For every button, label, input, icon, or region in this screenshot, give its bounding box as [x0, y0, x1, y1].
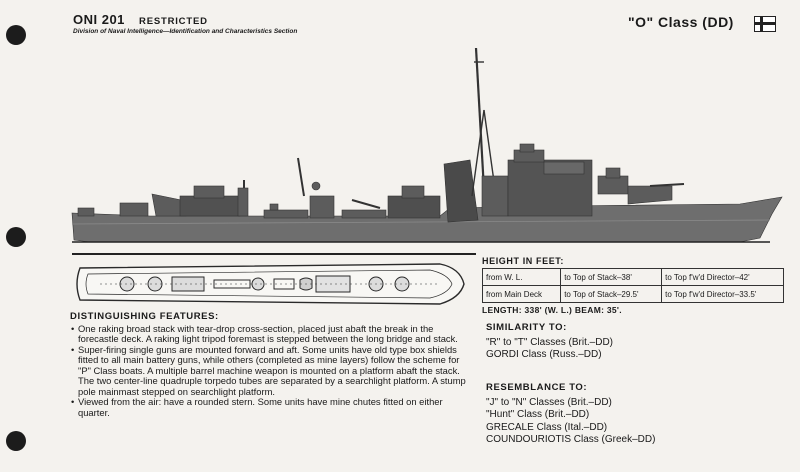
table-row	[483, 269, 784, 286]
height-table-title: HEIGHT IN FEET:	[482, 256, 565, 266]
table-row	[483, 286, 784, 303]
height-table	[482, 268, 784, 303]
ship-profile-view	[72, 48, 782, 242]
features-title: DISTINGUISHING FEATURES:	[70, 311, 219, 322]
doc-id-label: ONI 201	[73, 12, 125, 27]
list-item: "J" to "N" Classes (Brit.–DD)	[486, 396, 612, 408]
list-item: COUNDOURIOTIS Class (Greek–DD)	[486, 434, 656, 445]
table-cell: from W. L.	[483, 269, 561, 286]
table-cell: to Top of Stack–29.5'	[561, 286, 662, 303]
table-cell: from Main Deck	[483, 286, 561, 303]
list-item: • Super-firing single guns are mounted forward and aft. Some units have old type box shields fitted to all main battery guns, while others (completed as mine layers) follow the scheme for "P" Class boats. A multiple barrel machine weapon is mounted on a platform abaft the stack. The two center-line quadruple torpedo tubes are separated by a searchlight platform. A stump pole mainmast stepped on searchlight platform.	[78, 345, 470, 398]
ship-plan-view	[72, 254, 476, 304]
table-cell: to Top of Stack–38'	[561, 269, 662, 286]
similarity-title: SIMILARITY TO:	[486, 322, 567, 333]
restricted-label: RESTRICTED	[139, 16, 208, 27]
list-item: GORDI Class (Russ.–DD)	[486, 349, 602, 360]
ship-class-title: "O" Class (DD)	[628, 14, 734, 30]
resemblance-title: RESEMBLANCE TO:	[486, 382, 588, 393]
similarity-section	[486, 322, 613, 362]
resemblance-section	[486, 382, 655, 447]
height-spec-panel	[482, 256, 784, 315]
list-item: "Hunt" Class (Brit.–DD)	[486, 409, 590, 420]
division-subtitle: Division of Naval Intelligence—Identification and Characteristics Section	[73, 28, 298, 35]
table-cell: to Top f'w'd Director–42'	[662, 269, 784, 286]
features-list	[70, 324, 470, 419]
list-item: • One raking broad stack with tear-drop cross-section, placed just abaft the break in the forecastle deck. A raking light tripod foremast is stepped between the long bridge and stack.	[78, 324, 470, 345]
distinguishing-features	[70, 312, 470, 418]
list-item: GRECALE Class (Ital.–DD)	[486, 421, 608, 433]
table-cell: to Top f'w'd Director–33.5'	[662, 286, 784, 303]
list-item: "R" to "T" Classes (Brit.–DD)	[486, 336, 613, 348]
length-beam: LENGTH: 338' (W. L.) BEAM: 35'.	[482, 305, 622, 315]
list-item: • Viewed from the air: have a rounded stern. Some units have mine chutes fitted on either quarter.	[78, 397, 470, 418]
